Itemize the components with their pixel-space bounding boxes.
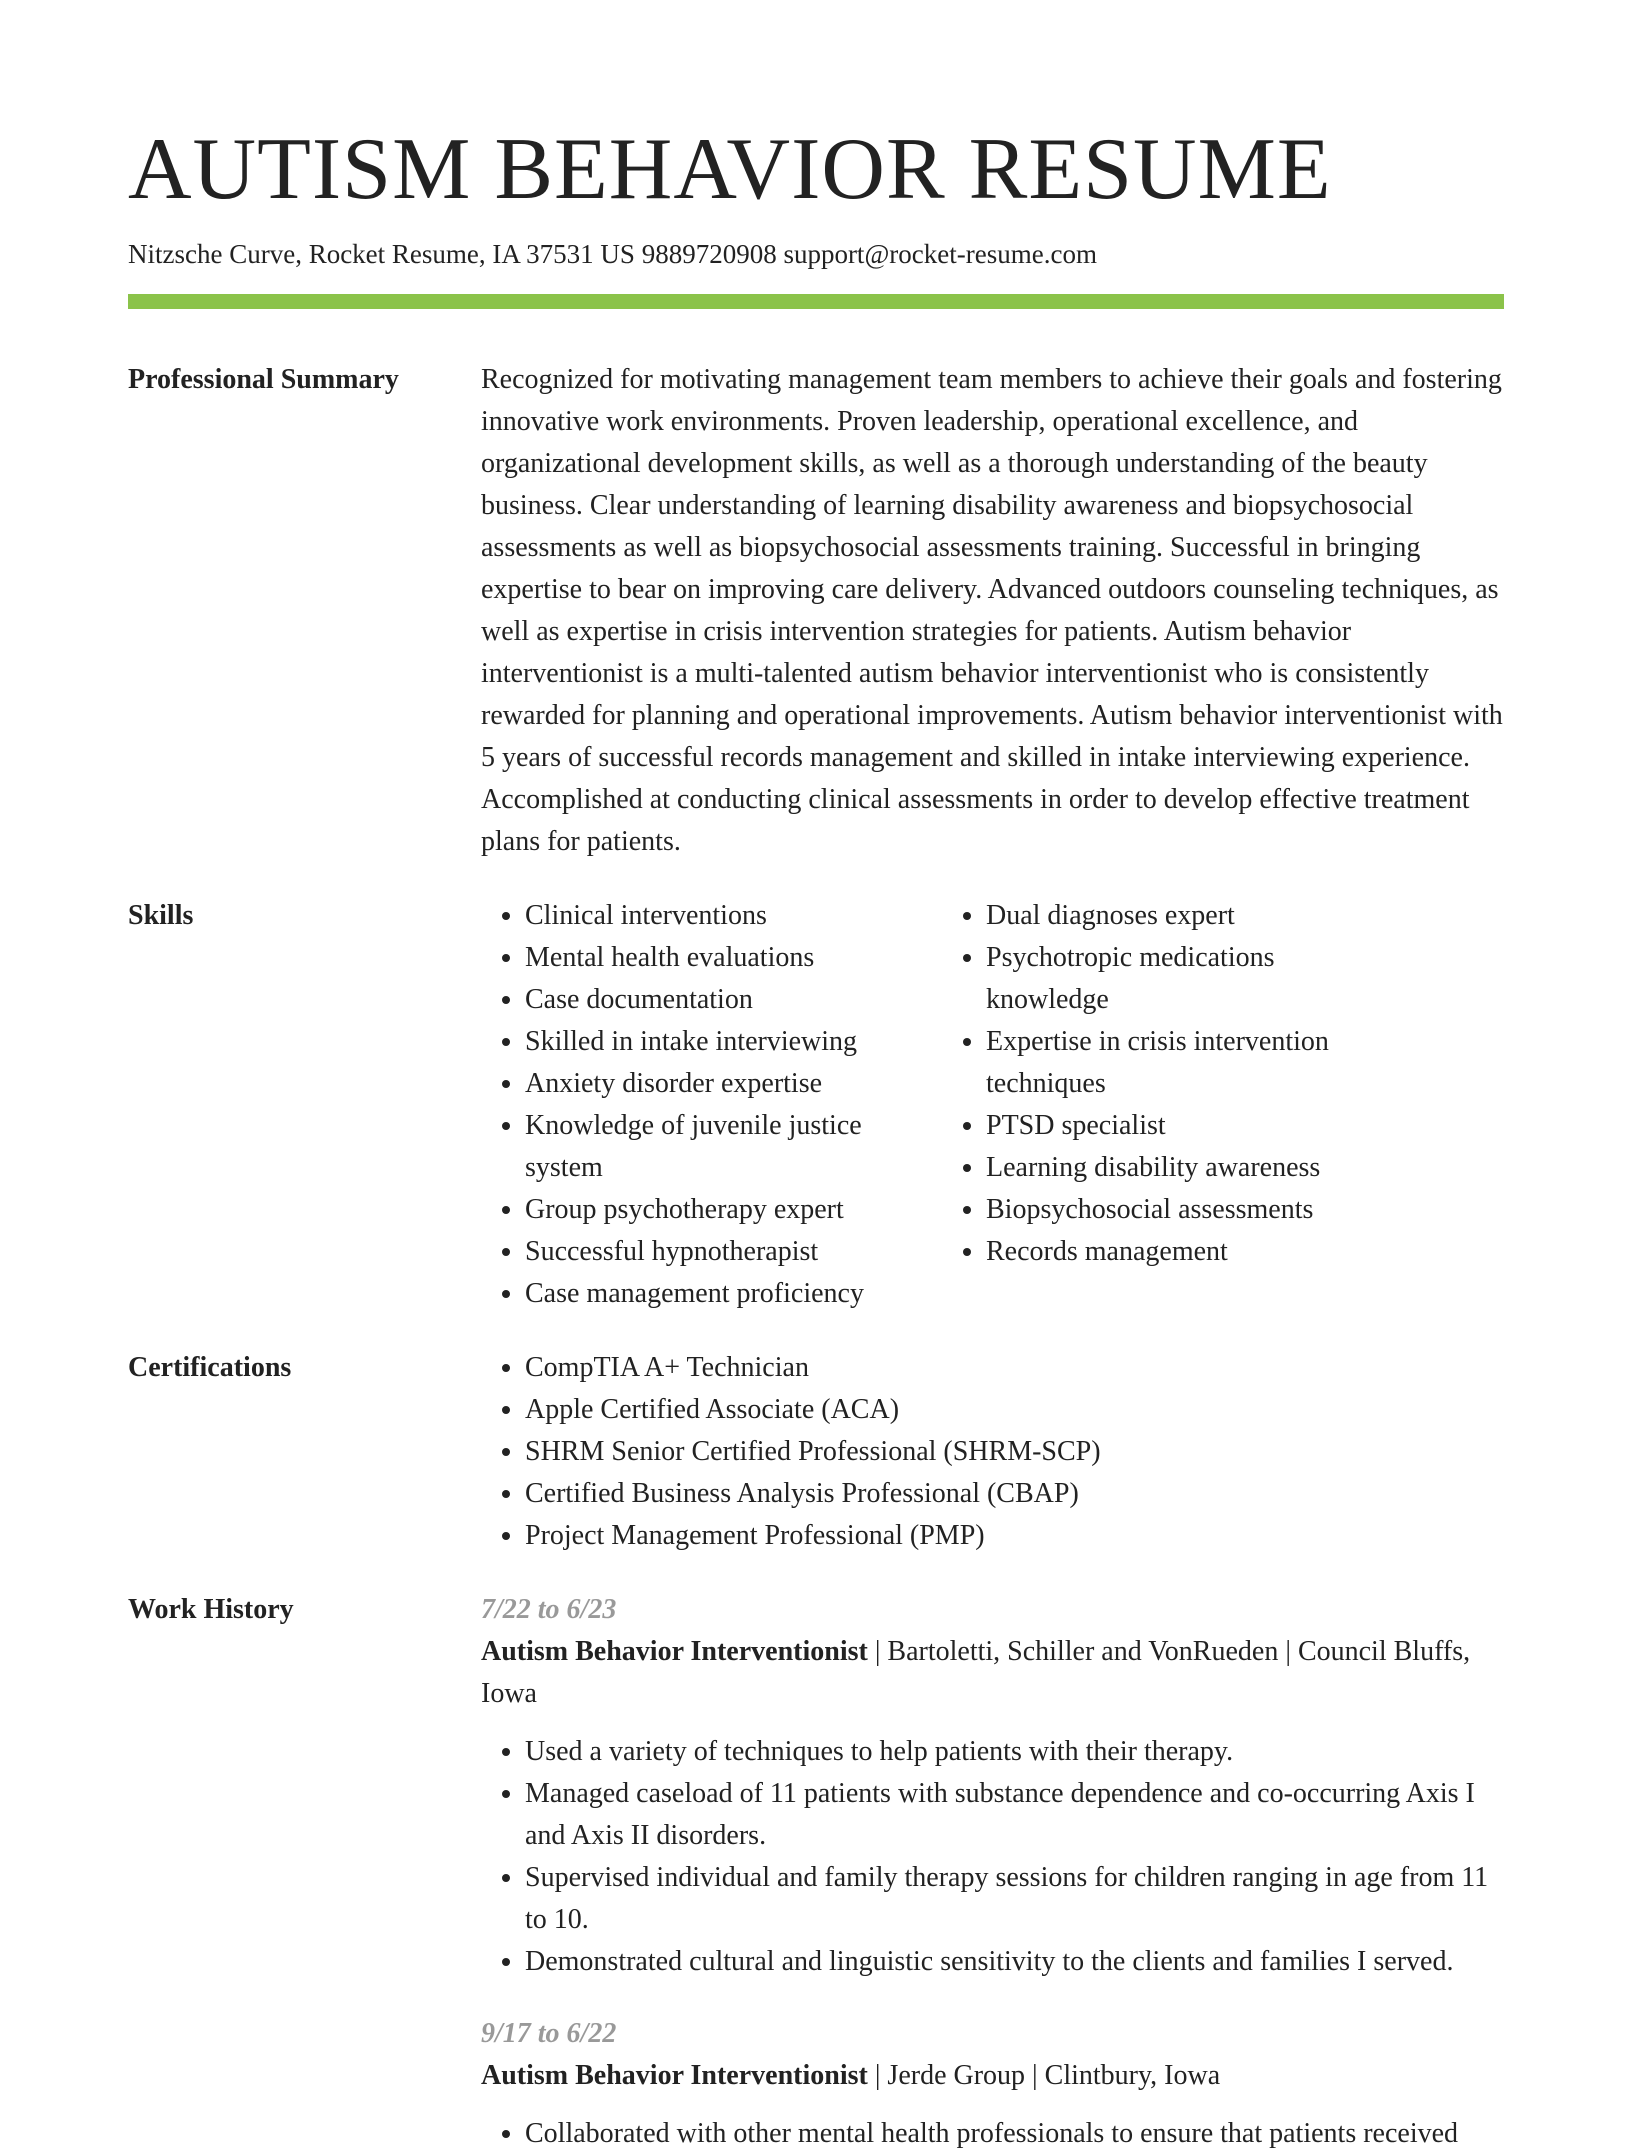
job-dates: 9/17 to 6/22 xyxy=(481,2018,617,2049)
certifications-body xyxy=(481,1347,1504,1557)
skill-item: • Mental health evaluations xyxy=(525,937,942,979)
section-label-summary: Professional Summary xyxy=(128,364,399,395)
skill-item: • Learning disability awareness xyxy=(986,1147,1362,1189)
skill-item: • Skilled in intake interviewing xyxy=(525,1021,942,1063)
header-divider xyxy=(128,294,1504,309)
skill-item: • Group psychotherapy expert xyxy=(525,1189,942,1231)
section-label-work-history: Work History xyxy=(128,1594,294,1625)
job-bullet: • Managed caseload of 11 patients with substance dependence and co-occurring Axis I and Axis II disorders. xyxy=(525,1773,1504,1857)
certification-item: • Certified Business Analysis Professional (CBAP) xyxy=(525,1473,1504,1515)
skill-item: • Anxiety disorder expertise xyxy=(525,1063,942,1105)
job-details: | Bartoletti, Schiller and VonRueden | Council Bluffs, Iowa xyxy=(481,1636,1471,1709)
section-label-certifications: Certifications xyxy=(128,1352,292,1383)
job-bullet: • Collaborated with other mental health professionals to ensure that patients received xyxy=(525,2113,1504,2155)
skill-item: • Psychotropic medications knowledge xyxy=(986,937,1362,1021)
skills-list-left xyxy=(481,895,942,1315)
certification-item: • Project Management Professional (PMP) xyxy=(525,1515,1504,1557)
job-bullets xyxy=(481,2113,1504,2155)
job-bullet: • Demonstrated cultural and linguistic sensitivity to the clients and families I served. xyxy=(525,1941,1504,1983)
certifications-list xyxy=(481,1347,1504,1557)
job-bullet: • Used a variety of techniques to help patients with their therapy. xyxy=(525,1731,1504,1773)
skill-item: • Expertise in crisis intervention techniques xyxy=(986,1021,1362,1105)
skills-body xyxy=(481,895,1504,1315)
job-title: Autism Behavior Interventionist xyxy=(481,2060,868,2091)
skill-item: • Case documentation xyxy=(525,979,942,1021)
skill-item: • Clinical interventions xyxy=(525,895,942,937)
skill-item: • Successful hypnotherapist xyxy=(525,1231,942,1273)
section-work-history xyxy=(128,1589,1504,2155)
job-entry xyxy=(481,1589,1504,1983)
skills-columns xyxy=(481,895,1504,1315)
skill-item: • Records management xyxy=(986,1231,1362,1273)
section-certifications xyxy=(128,1347,1504,1557)
section-skills xyxy=(128,895,1504,1315)
skill-item: • PTSD specialist xyxy=(986,1105,1362,1147)
section-professional-summary xyxy=(128,359,1504,863)
resume-title: AUTISM BEHAVIOR RESUME xyxy=(128,121,1332,218)
certification-item: • SHRM Senior Certified Professional (SHRM-SCP) xyxy=(525,1431,1504,1473)
job-title: Autism Behavior Interventionist xyxy=(481,1636,868,1667)
job-bullets xyxy=(481,1731,1504,1983)
job-bullet: • Supervised individual and family therapy sessions for children ranging in age from 11 to 10. xyxy=(525,1857,1504,1941)
job-heading xyxy=(481,1631,1504,1715)
job-details: | Jerde Group | Clintbury, Iowa xyxy=(867,2060,1221,2091)
contact-address: Nitzsche Curve, Rocket Resume, IA 37531 US xyxy=(128,239,635,269)
skill-item: • Biopsychosocial assessments xyxy=(986,1189,1362,1231)
skill-item: • Dual diagnoses expert xyxy=(986,895,1362,937)
job-heading xyxy=(481,2055,1504,2097)
job-dates: 7/22 to 6/23 xyxy=(481,1594,617,1625)
certification-item: • Apple Certified Associate (ACA) xyxy=(525,1389,1504,1431)
work-history-body xyxy=(481,1589,1504,2155)
contact-line xyxy=(128,236,1504,272)
skill-item: • Knowledge of juvenile justice system xyxy=(525,1105,942,1189)
skills-list-right xyxy=(942,895,1362,1315)
certification-item: • CompTIA A+ Technician xyxy=(525,1347,1504,1389)
contact-email[interactable]: support@rocket-resume.com xyxy=(783,239,1097,269)
summary-text: Recognized for motivating management team members to achieve their goals and fostering innovative work environments. Proven leadership, operational excellence, and organizational development skills, as well as a thorough understanding of the beauty business. Clear understanding of learning disability awareness and biopsychosocial assessments as well as biopsychosocial assessments training. Successful in bringing expertise to bear on improving care delivery. Advanced outdoors counseling techniques, as well as expertise in crisis intervention strategies for patients. Autism behavior interventionist is a multi-talented autism behavior interventionist who is consistently rewarded for planning and operational improvements. Autism behavior interventionist with 5 years of successful records management and skilled in intake interviewing experience. Accomplished at conducting clinical assessments in order to develop effective treatment plans for patients. xyxy=(481,364,1503,857)
section-label-skills: Skills xyxy=(128,900,194,931)
job-entry xyxy=(481,2013,1504,2155)
contact-phone: 9889720908 xyxy=(641,239,777,269)
skill-item: • Case management proficiency xyxy=(525,1273,942,1315)
